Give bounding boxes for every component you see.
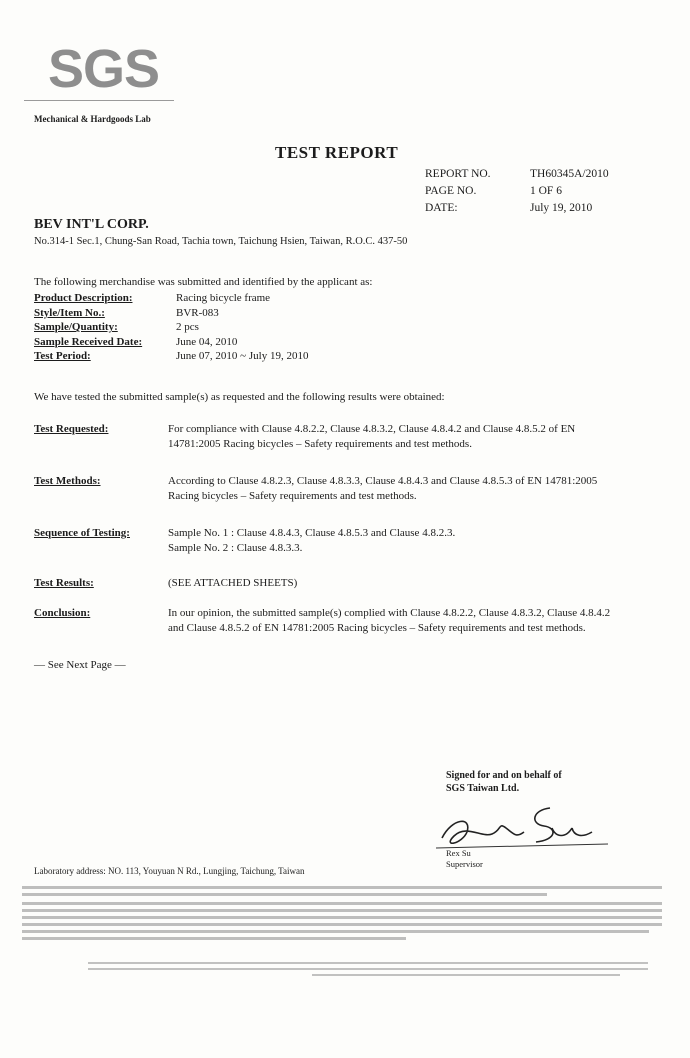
report-title: TEST REPORT xyxy=(275,143,399,162)
sequence-section xyxy=(34,526,654,556)
conclusion-text: In our opinion, the submitted sample(s) complied with Clause 4.8.2.2, Clause 4.8.3.2, Clause 4.8.4.2 and Clause 4.8.5.2 of EN 14781:2005 Racing bicycles – Safety requirements and test methods. xyxy=(168,607,611,634)
test-methods-section xyxy=(34,474,654,504)
lab-name: Mechanical & Hardgoods Lab xyxy=(34,114,151,124)
meta-date: DATE: July 19, 2010 xyxy=(425,202,593,214)
signer-name: Rex Su xyxy=(446,848,471,858)
intro-text: The following merchandise was submitted and identified by the applicant as: xyxy=(34,276,373,288)
signed-on-behalf: Signed for and on behalf of SGS Taiwan Ltd. xyxy=(446,770,562,794)
report-meta xyxy=(425,166,630,217)
meta-page-no: PAGE NO. 1 OF 6 xyxy=(425,185,562,197)
sgs-logo: SGS xyxy=(48,39,160,99)
sequence-line-1: Sample No. 1 : Clause 4.8.4.3, Clause 4.8.5.3 and Clause 4.8.2.3. xyxy=(168,527,456,539)
sample-received-row: Sample Received Date: June 04, 2010 xyxy=(34,335,238,348)
product-description-row: Product Description: Racing bicycle frame xyxy=(34,292,271,304)
fine-print-disclaimer xyxy=(22,886,662,944)
sequence-line-2: Sample No. 2 : Clause 4.8.3.3. xyxy=(168,542,303,554)
test-results-text: (SEE ATTACHED SHEETS) xyxy=(168,577,298,589)
test-requested-section xyxy=(34,422,654,452)
sample-quantity-row: Sample/Quantity: 2 pcs xyxy=(34,321,199,333)
applicant-address: No.314-1 Sec.1, Chung-San Road, Tachia town, Taichung Hsien, Taiwan, R.O.C. 437-50 xyxy=(34,236,408,247)
signer-title: Supervisor xyxy=(446,859,483,869)
test-requested-label: Test Requested: xyxy=(34,423,109,435)
test-results-section xyxy=(34,576,654,591)
sequence-label: Sequence of Testing: xyxy=(34,527,130,539)
test-methods-label: Test Methods: xyxy=(34,475,101,487)
test-period-row: Test Period: June 07, 2010 ~ July 19, 2010 xyxy=(34,350,309,362)
test-requested-text: For compliance with Clause 4.8.2.2, Clause 4.8.3.2, Clause 4.8.4.2 and Clause 4.8.5.2 of EN 14781:2005 Racing bicycles – Safety requirements and test methods. xyxy=(168,423,576,450)
style-item-row: Style/Item No.: BVR-083 xyxy=(34,306,219,319)
conclusion-section xyxy=(34,606,654,636)
sample-info xyxy=(34,291,308,364)
logo-underline xyxy=(24,100,174,101)
conclusion-label: Conclusion: xyxy=(34,607,91,619)
lab-address: Laboratory address: NO. 113, Youyuan N Rd., Lungjing, Taichung, Taiwan xyxy=(34,866,305,876)
meta-report-no: REPORT NO. TH60345A/2010 xyxy=(425,168,609,180)
signer-info xyxy=(446,848,483,870)
tested-statement: We have tested the submitted sample(s) as requested and the following results were obtained: xyxy=(34,391,445,403)
test-methods-text: According to Clause 4.8.2.3, Clause 4.8.3.3, Clause 4.8.4.3 and Clause 4.8.5.3 of EN 14781:2005 Racing bicycles – Safety requirements and test methods. xyxy=(168,475,598,502)
footer-contact-strip xyxy=(88,962,648,988)
see-next-page: — See Next Page — xyxy=(34,659,126,671)
test-results-label: Test Results: xyxy=(34,577,94,589)
applicant-name: BEV INT'L CORP. xyxy=(34,217,149,232)
